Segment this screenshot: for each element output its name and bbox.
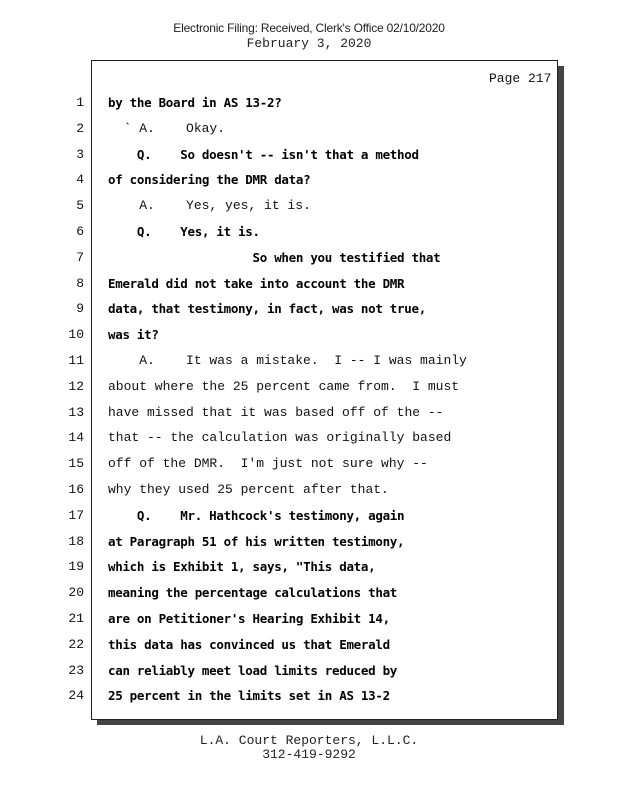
transcript-line [0, 663, 618, 683]
line-text: Emerald did not take into account the DMR [108, 275, 405, 291]
line-text: which is Exhibit 1, says, "This data, [108, 559, 376, 575]
line-text: Q. So doesn't -- isn't that a method [108, 146, 419, 162]
transcript-line [0, 611, 618, 631]
transcript-date: February 3, 2020 [246, 36, 372, 51]
line-text: was it? [108, 327, 159, 343]
transcript-line [0, 224, 618, 244]
reporter-phone: 312-419-9292 [262, 747, 356, 762]
line-text: this data has convinced us that Emerald [108, 636, 390, 652]
transcript-line [0, 147, 618, 167]
line-number: 19 [68, 559, 84, 575]
line-number: 10 [68, 327, 84, 343]
line-number: 20 [68, 585, 84, 601]
line-number: 4 [76, 172, 84, 188]
transcript-line [0, 353, 618, 373]
transcript-line [0, 379, 618, 399]
line-text: at Paragraph 51 of his written testimony, [108, 533, 405, 549]
line-text: ` A. Okay. [108, 120, 226, 136]
line-number: 16 [68, 482, 84, 497]
line-text: by the Board in AS 13-2? [108, 95, 282, 110]
transcript-line [0, 327, 618, 347]
transcript-line [0, 121, 618, 141]
line-number: 24 [68, 688, 84, 704]
transcript-line [0, 637, 618, 657]
transcript-line [0, 559, 618, 579]
line-text: data, that testimony, in fact, was not true, [108, 301, 426, 317]
transcript-line [0, 250, 618, 270]
line-number: 17 [68, 507, 84, 523]
line-number: 7 [76, 249, 84, 265]
line-text: about where the 25 percent came from. I must [108, 378, 460, 394]
line-text: are on Petitioner's Hearing Exhibit 14, [108, 611, 390, 626]
line-number: 13 [68, 404, 84, 420]
transcript-line [0, 585, 618, 605]
transcript-line [0, 534, 618, 554]
line-number: 5 [76, 198, 84, 214]
line-number: 23 [68, 662, 84, 678]
line-text: A. Yes, yes, it is. [108, 198, 311, 214]
line-number: 6 [76, 224, 84, 239]
line-number: 21 [68, 611, 84, 626]
line-number: 3 [76, 146, 84, 162]
line-number: 14 [68, 430, 84, 446]
line-text: why they used 25 percent after that. [108, 482, 389, 497]
line-text: 25 percent in the limits set in AS 13-2 [108, 688, 390, 704]
reporter-company: L.A. Court Reporters, L.L.C. [199, 733, 419, 748]
transcript-line [0, 95, 618, 115]
line-text: off of the DMR. I'm just not sure why -- [108, 456, 428, 472]
transcript-line [0, 482, 618, 502]
line-number: 15 [68, 456, 84, 472]
line-number: 2 [76, 120, 84, 136]
line-text: of considering the DMR data? [108, 172, 311, 188]
line-text: Q. Yes, it is. [108, 224, 260, 239]
transcript-line [0, 688, 618, 708]
transcript-line [0, 430, 618, 450]
transcript-line [0, 405, 618, 425]
line-text: can reliably meet load limits reduced by [108, 662, 398, 678]
line-text: So when you testified that [108, 249, 441, 265]
line-number: 12 [68, 378, 84, 394]
line-text: Q. Mr. Hathcock's testimony, again [108, 507, 405, 523]
line-number: 9 [76, 301, 84, 317]
line-number: 22 [68, 636, 84, 652]
transcript-line [0, 198, 618, 218]
transcript-line [0, 276, 618, 296]
line-text: meaning the percentage calculations that [108, 585, 398, 601]
line-number: 11 [68, 353, 84, 368]
line-number: 18 [68, 533, 84, 549]
line-number: 8 [76, 275, 84, 291]
line-text: have missed that it was based off of the -- [108, 404, 444, 420]
line-number: 1 [76, 95, 84, 110]
transcript-line [0, 301, 618, 321]
transcript-line [0, 508, 618, 528]
page-number: Page 217 [489, 71, 552, 86]
line-text: A. It was a mistake. I -- I was mainly [108, 353, 467, 368]
transcript-line [0, 456, 618, 476]
line-text: that -- the calculation was originally based [108, 430, 452, 446]
filing-stamp: Electronic Filing: Received, Clerk's Office 02/10/2020 [173, 21, 445, 35]
transcript-line [0, 172, 618, 192]
